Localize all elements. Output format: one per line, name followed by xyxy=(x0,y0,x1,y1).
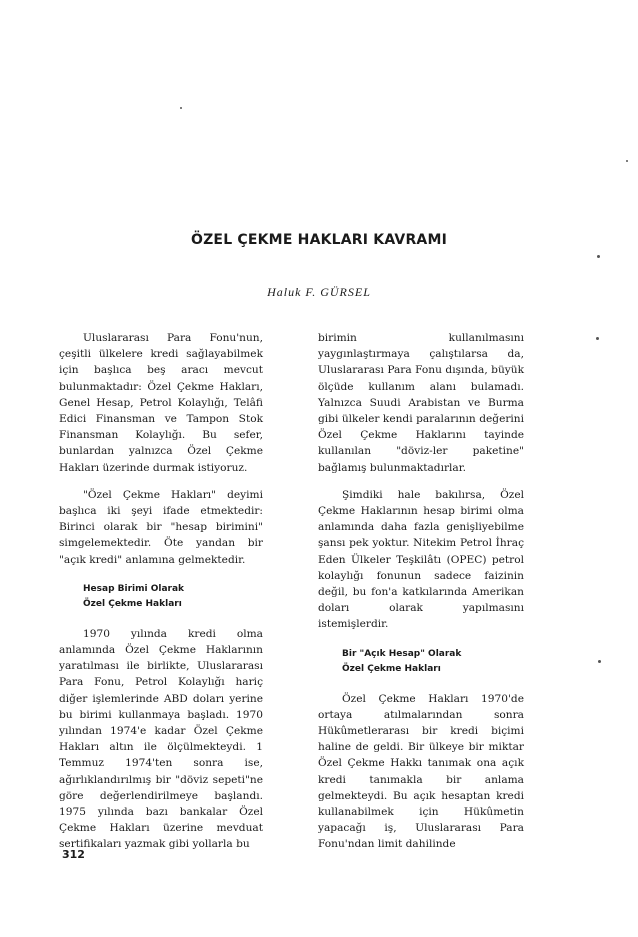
article-author: Haluk F. GÜRSEL xyxy=(267,285,371,299)
section-heading-line: Bir "Açık Hesap" Olarak xyxy=(342,648,462,659)
paragraph: Şimdiki hale bakılırsa, Özel Çekme Haklarının hesap birimi olma anlamında daha fazla genişliyebilme şansı pek yoktur. Nitekim Petrol İhraç Eden Ülkeler Teşkilâtı (OPEC) petrol kolaylığı fonunun sadece faizinin değil, bu fon'a katkılarında Amerikan doları olarak yapılmasını istemişlerdir. xyxy=(318,488,524,631)
section-heading-line: Özel Çekme Hakları xyxy=(83,598,182,609)
scan-speck xyxy=(180,107,182,109)
paragraph: birimin kullanılmasını yaygınlaştırmaya çalıştılarsa da, Uluslararası Para Fonu dışında, büyük ölçüde kullanım alanı bulamadı. Yalnızca Suudi Arabistan ve Burma gibi ülkeler kendi paralarının değerini Özel Çekme Haklarını tayinde kullanılan "döviz-ler paketine" bağlamış bulunmaktadırlar. xyxy=(318,332,524,474)
scan-speck xyxy=(626,160,628,162)
paragraph: Uluslararası Para Fonu'nun, çeşitli ülkelere kredi sağlayabilmek için başlıca beş aracı mevcut bulunmaktadır: Özel Çekme Hakları, Genel Hesap, Petrol Kolaylığı, Telâfi Edici Finansman ve Tampon Stok Finansman Kolaylığı. Bu sefer, bunlardan yalnızca Özel Çekme Hakları üzerinde durmak istiyoruz. xyxy=(59,332,263,474)
section-heading-line: Hesap Birimi Olarak xyxy=(83,583,185,594)
paragraph: "Özel Çekme Hakları" deyimi başlıca iki şeyi ifade etmektedir: Birinci olarak bir "hesap birimini" simgelemektedir. Öte yandan bir "açık kredi" anlamına gelmektedir. xyxy=(59,488,263,566)
article-title: ÖZEL ÇEKME HAKLARI KAVRAMI xyxy=(190,232,447,248)
scan-speck xyxy=(598,660,601,663)
section-heading xyxy=(342,647,524,677)
scan-speck xyxy=(597,255,600,258)
scan-speck xyxy=(596,337,599,340)
paragraph: 1970 yılında kredi olma anlamında Özel Çekme Haklarının yaratılması ile birlikte, Uluslararası Para Fonu, Petrol Kolaylığı hariç diğer işlemlerinde ABD doları yerine bu birimi kullanmaya başladı. 1970 yılından 1974'e kadar Özel Çekme Hakları altın ile ölçülmekteydi. 1 Temmuz 1974'ten sonra ise, ağırlıklandırılmış bir "döviz sepeti"ne göre değerlendirilmeye başlandı. 1975 yılında bazı bankalar Özel Çekme Hakları üzerine mevduat sertifikaları yazmak gibi yollarla bu xyxy=(59,627,263,851)
paragraph: Özel Çekme Hakları 1970'de ortaya atılmalarından sonra Hükûmetlerarası bir kredi biçimi haline de geldi. Bir ülkeye bir miktar Özel Çekme Hakkı tanımak ona açık kredi tanımakla bir anlama gelmekteydi. Bu açık hesaptan kredi kullanabilmek için Hükûmetin yapacağı iş, Uluslararası Para Fonu'ndan limit dahilinde xyxy=(318,692,524,851)
page-number: 312 xyxy=(62,848,85,861)
left-column xyxy=(59,330,263,864)
right-column xyxy=(318,330,524,864)
section-heading-line: Özel Çekme Hakları xyxy=(342,663,441,674)
section-heading xyxy=(83,582,263,612)
